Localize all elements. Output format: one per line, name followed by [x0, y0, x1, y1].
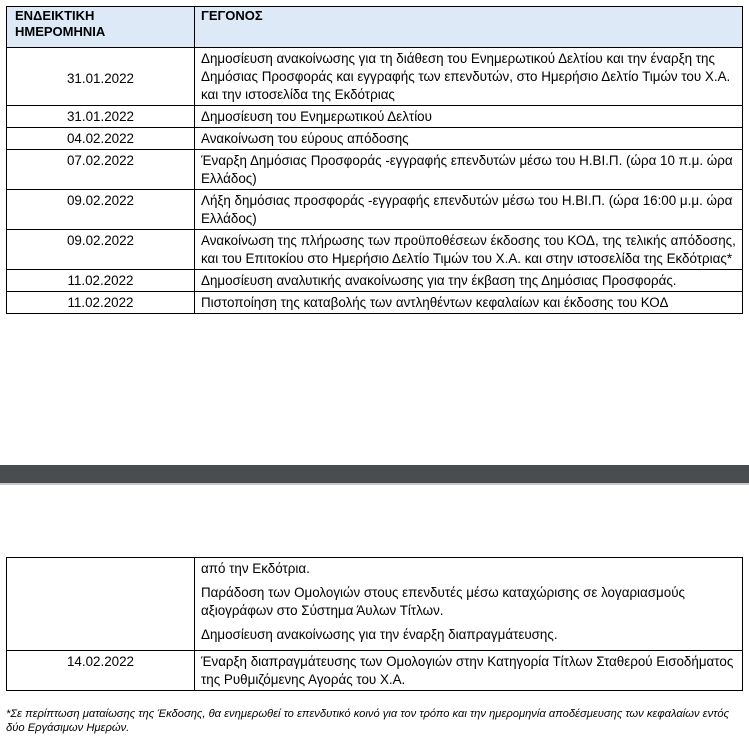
- table-row: [7, 128, 743, 150]
- row-event: Λήξη δημόσιας προσφοράς -εγγραφής επενδυτών μέσω του Η.ΒΙ.Π. (ώρα 16:00 μ.μ. ώρα Ελλάδος): [195, 190, 743, 230]
- timetable-top: [6, 6, 743, 314]
- table-row: [7, 106, 743, 128]
- table-row: [7, 230, 743, 270]
- row-date: 31.01.2022: [7, 106, 195, 128]
- table-row: [7, 292, 743, 314]
- row-event: Δημοσίευση αναλυτικής ανακοίνωσης για την έκβαση της Δημόσιας Προσφοράς.: [195, 270, 743, 292]
- table-row: [7, 651, 743, 691]
- header-date: ΕΝΔΕΙΚΤΙΚΗ ΗΜΕΡΟΜΗΝΙΑ: [7, 7, 195, 48]
- page-break-shadow: [0, 483, 749, 485]
- row-event: Ανακοίνωση της πλήρωσης των προϋποθέσεων έκδοσης του ΚΟΔ, της τελικής απόδοσης, και του Επιτοκίου στο Ημερήσιο Δελτίο Τιμών του Χ.Α. και στην ιστοσελίδα της Εκδότριας*: [195, 230, 743, 270]
- event-paragraph: από την Εκδότρια.: [201, 561, 310, 576]
- row-date: 07.02.2022: [7, 150, 195, 190]
- table-row: [7, 190, 743, 230]
- row-event: Δημοσίευση ανακοίνωσης για τη διάθεση του Ενημερωτικού Δελτίου και την έναρξη της Δημόσιας Προσφοράς και εγγραφής των επενδυτών, στο Ημερήσιο Δελτίο Τιμών του Χ.Α. και την ιστοσελίδα της Εκδότριας: [195, 48, 743, 106]
- row-date: 31.01.2022: [7, 48, 195, 106]
- event-paragraph: Δημοσίευση ανακοίνωσης για την έναρξη διαπραγμάτευσης.: [201, 627, 558, 642]
- row-event: Δημοσίευση του Ενημερωτικού Δελτίου: [195, 106, 743, 128]
- table-row: [7, 558, 743, 651]
- table-row: [7, 270, 743, 292]
- table-row: [7, 150, 743, 190]
- row-event: Έναρξη Δημόσιας Προσφοράς -εγγραφής επενδυτών μέσω του Η.ΒΙ.Π. (ώρα 10 π.μ. ώρα Ελλάδος): [195, 150, 743, 190]
- row-event: Πιστοποίηση της καταβολής των αντληθέντων κεφαλαίων και έκδοσης του ΚΟΔ: [195, 292, 743, 314]
- row-event: Ανακοίνωση του εύρους απόδοσης: [195, 128, 743, 150]
- header-event: ΓΕΓΟΝΟΣ: [195, 7, 743, 48]
- event-paragraph: Παράδοση των Ομολογιών στους επενδυτές μέσω καταχώρισης σε λογαριασμούς αξιογράφων στο Σύστημα Άυλων Τίτλων.: [201, 585, 685, 618]
- table-row: [7, 48, 743, 106]
- footnote: *Σε περίπτωση ματαίωσης της Έκδοσης, θα ενημερωθεί το επενδυτικό κοινό για τον τρόπο και την ημερομηνία αποδέσμευσης των κεφαλαίων εντός δύο Εργάσιμων Ημερών.: [6, 708, 730, 734]
- page-break-bar: [0, 465, 749, 483]
- timetable-continued: [6, 557, 743, 691]
- row-date: 14.02.2022: [7, 651, 195, 691]
- row-event-continued: [195, 558, 743, 651]
- table-header-row: [7, 7, 743, 48]
- row-date: [7, 558, 195, 651]
- row-date: 04.02.2022: [7, 128, 195, 150]
- row-date: 11.02.2022: [7, 292, 195, 314]
- row-event: Έναρξη διαπραγμάτευσης των Ομολογιών στην Κατηγορία Τίτλων Σταθερού Εισοδήματος της Ρυθμιζόμενης Αγοράς του Χ.Α.: [195, 651, 743, 691]
- row-date: 09.02.2022: [7, 190, 195, 230]
- row-date: 09.02.2022: [7, 230, 195, 270]
- row-date: 11.02.2022: [7, 270, 195, 292]
